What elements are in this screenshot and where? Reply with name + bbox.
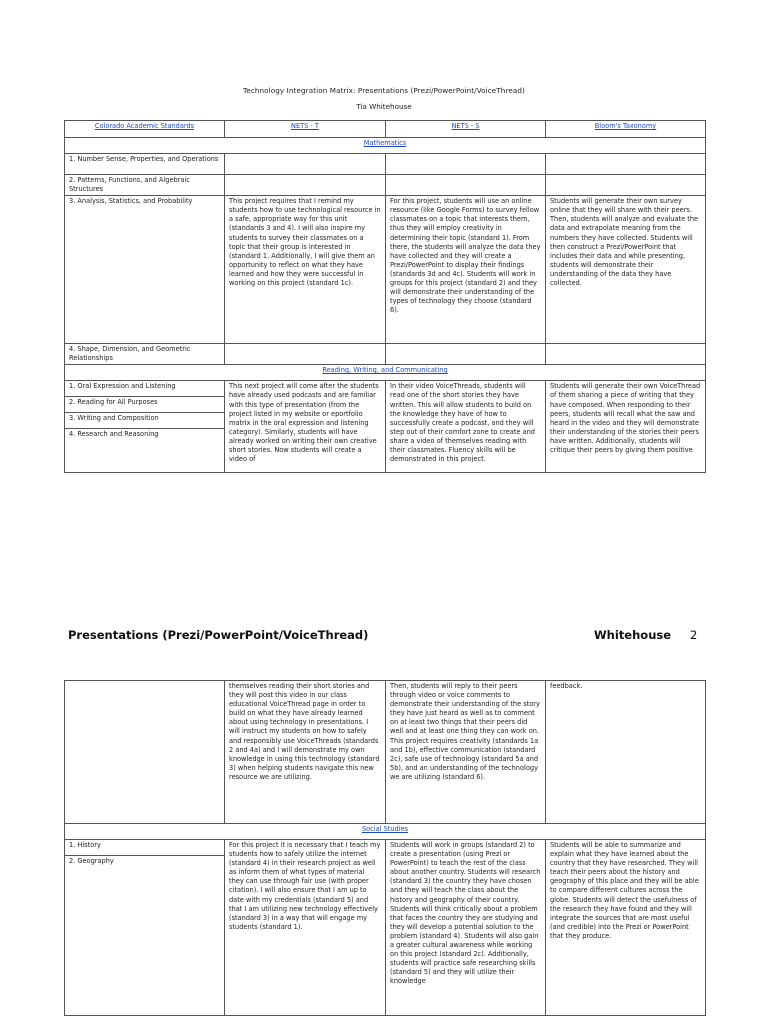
empty-cell bbox=[386, 175, 546, 196]
document-title: Technology Integration Matrix: Presentations (Prezi/PowerPoint/VoiceThread) bbox=[243, 86, 525, 95]
blooms-cell: Students will generate their own survey online that they will share with their peers. Then, students will analyze and evaluate the data and extrapolate meaning from the numbers they have collected. Students will then construct a Prezi/PowerPoint that includes their data and while presenting, students will demonstrate their understanding of the data they have collected. bbox=[546, 196, 706, 344]
nets-s-cell: Then, students will reply to their peers through video or voice comments to demonstrate their understanding of the story they have just heard as well as to comment on at least two things that their peers did well and at least one thing they can work on. This project requires creativity (standards 1a and 1b), effective communication (standard 2c), safe use of technology (standard 5a and 5b), and an understanding of the technology we are utilizing (standard 6). bbox=[386, 681, 546, 824]
standard-cell: 4. Shape, Dimension, and Geometric Relationships bbox=[65, 344, 225, 365]
standard-cell: 1. History bbox=[65, 840, 224, 856]
nets-t-cell bbox=[225, 381, 386, 473]
column-header: Colorado Academic Standards bbox=[65, 121, 225, 138]
subject-row-mathematics bbox=[65, 138, 706, 154]
empty-cell bbox=[546, 175, 706, 196]
standard-cell: 3. Writing and Composition bbox=[65, 413, 224, 429]
blooms-cell bbox=[546, 381, 706, 473]
cell-text: This next project will come after the students have already used podcasts and are familiar with this type of presentation (from the project listed in my website or eportfolio matrix in the oral expression and listening category). Similarly, students will have already worked on writing their own creative short stories. Now students will create a video of bbox=[229, 382, 379, 464]
nets-s-cell: For this project, students will use an online resource (like Google Forms) to survey fellow classmates on a topic that interests them, thus they will employ creativity in determining their topic (standard 1). From there, the students will analyze the data they have collected and they will create a Prezi/PowerPoint to display their findings (standards 3d and 4c). Students will work in groups for this project (standard 2) and they will demonstrate their understanding of the types of technology they choose (standard 6). bbox=[386, 196, 546, 344]
page-number: 2 bbox=[690, 628, 698, 642]
blooms-cell bbox=[546, 840, 706, 1016]
empty-cell bbox=[225, 175, 386, 196]
column-header: NETS - S bbox=[386, 121, 546, 138]
cell-text: For this project it is necessary that I teach my students how to safely utilize the internet (standard 4) in their research project as well as inform them of what types of material they can use through fair use (with proper citation). I will also ensure that I am up to date with my credentials (standard 5) and that I am utilizing new technology effectively (standard 3) in a way that will engage my students (standard 1). bbox=[229, 841, 381, 931]
empty-cell bbox=[546, 344, 706, 365]
cell-text: Students will be able to summarize and explain what they have learned about the country that they have researched. They will teach their peers about the history and geography of this place and they will be able to compare different cultures across the globe. Students will detect the usefulness of the research they have found and they will integrate the sources that are most useful (and credible) into the Prezi or PowerPoint that they produce. bbox=[550, 841, 699, 940]
running-header-title: Presentations (Prezi/PowerPoint/VoiceThread) bbox=[68, 628, 369, 642]
nets-s-cell bbox=[386, 381, 546, 473]
document-author: Tia Whitehouse bbox=[356, 102, 412, 111]
subject-row-reading bbox=[65, 365, 706, 381]
subject-heading: Social Studies bbox=[65, 824, 706, 840]
standard-cell: 1. Oral Expression and Listening bbox=[65, 381, 224, 397]
column-header: NETS - T bbox=[225, 121, 386, 138]
standard-cell: 3. Analysis, Statistics, and Probability bbox=[65, 196, 225, 344]
document-page-2 bbox=[0, 590, 768, 1024]
table-row bbox=[65, 196, 706, 344]
empty-cell bbox=[386, 154, 546, 175]
nets-s-cell bbox=[386, 840, 546, 1016]
subject-heading: Reading, Writing, and Communicating bbox=[65, 365, 706, 381]
empty-cell bbox=[225, 154, 386, 175]
empty-cell bbox=[225, 344, 386, 365]
nets-t-cell: themselves reading their short stories and they will post this video in our class educational VoiceThread page in order to build on what they have already learned about using technology in presentations. I will instruct my students on how to safely and responsibly use VoiceThreads (standards 2 and 4a) and I will demonstrate my own knowledge in using this technology (standard 3) when helping students navigate this new resource we are utilizing. bbox=[225, 681, 386, 824]
standard-cell: 4. Research and Reasoning bbox=[69, 430, 159, 439]
standard-cell: 2. Reading for All Purposes bbox=[65, 397, 224, 413]
standard-stack bbox=[65, 840, 225, 1016]
empty-cell bbox=[546, 154, 706, 175]
standard-stack bbox=[65, 381, 225, 473]
table-header-row bbox=[65, 121, 706, 138]
table-row bbox=[65, 175, 706, 196]
running-header-name: Whitehouse bbox=[594, 628, 672, 642]
table-row-continued bbox=[65, 681, 706, 824]
integration-matrix-table bbox=[64, 120, 706, 473]
cell-text: Students will work in groups (standard 2) to create a presentation (using Prezi or PowerPoint) to teach the rest of the class about another country. Students will research (standard 3) the country they have chosen and they will teach the class about the history and geography of their country. Students will think critically about a problem that faces the country they are studying and they will develop a potential solution to the problem (standard 4). Students will also gain a greater cultural awareness while working on this project (standard 2c). Additionally, students will practice safe researching skills (standard 5) and they will utilize their knowledge bbox=[390, 841, 541, 986]
empty-cell bbox=[386, 344, 546, 365]
column-header: Bloom's Taxonomy bbox=[546, 121, 706, 138]
integration-matrix-table-continued bbox=[64, 680, 706, 1016]
standard-cell: 2. Patterns, Functions, and Algebraic Structures bbox=[65, 175, 225, 196]
subject-row-social-studies bbox=[65, 824, 706, 840]
empty-cell bbox=[65, 681, 225, 824]
table-row bbox=[65, 154, 706, 175]
nets-t-cell bbox=[225, 840, 386, 1016]
table-row bbox=[65, 840, 706, 1016]
subject-heading: Mathematics bbox=[65, 138, 706, 154]
table-row bbox=[65, 344, 706, 365]
table-row bbox=[65, 381, 706, 473]
standard-cell: 1. Number Sense, Properties, and Operations bbox=[65, 154, 225, 175]
blooms-cell: feedback. bbox=[546, 681, 706, 824]
cell-text: Students will generate their own VoiceThread of them sharing a piece of writing that they have composed. When responding to their peers, students will recall what the saw and heard in the video and they will demonstrate their understanding of the stories their peers have written. Additionally, students will critique their peers by giving them positive bbox=[550, 382, 701, 455]
standard-cell: 2. Geography bbox=[69, 857, 114, 865]
nets-t-cell: This project requires that I remind my students how to use technological resource in a safe, appropriate way for this unit (standards 3 and 4). I will also inspire my students to survey their classmates on a topic that their group is interested in (standard 1. Additionally, I will give them an opportunity to reflect on what they have learned and how they were successful in working on this project (standard 1c). bbox=[225, 196, 386, 344]
cell-text: In their video VoiceThreads, students will read one of the short stories they have written. This will allow students to build on the knowledge they have of how to successfully create a podcast, and they will step out of their comfort zone to create and share a video of themselves reading with their classmates. Fluency skills will be demonstrated in this project. bbox=[390, 382, 535, 464]
